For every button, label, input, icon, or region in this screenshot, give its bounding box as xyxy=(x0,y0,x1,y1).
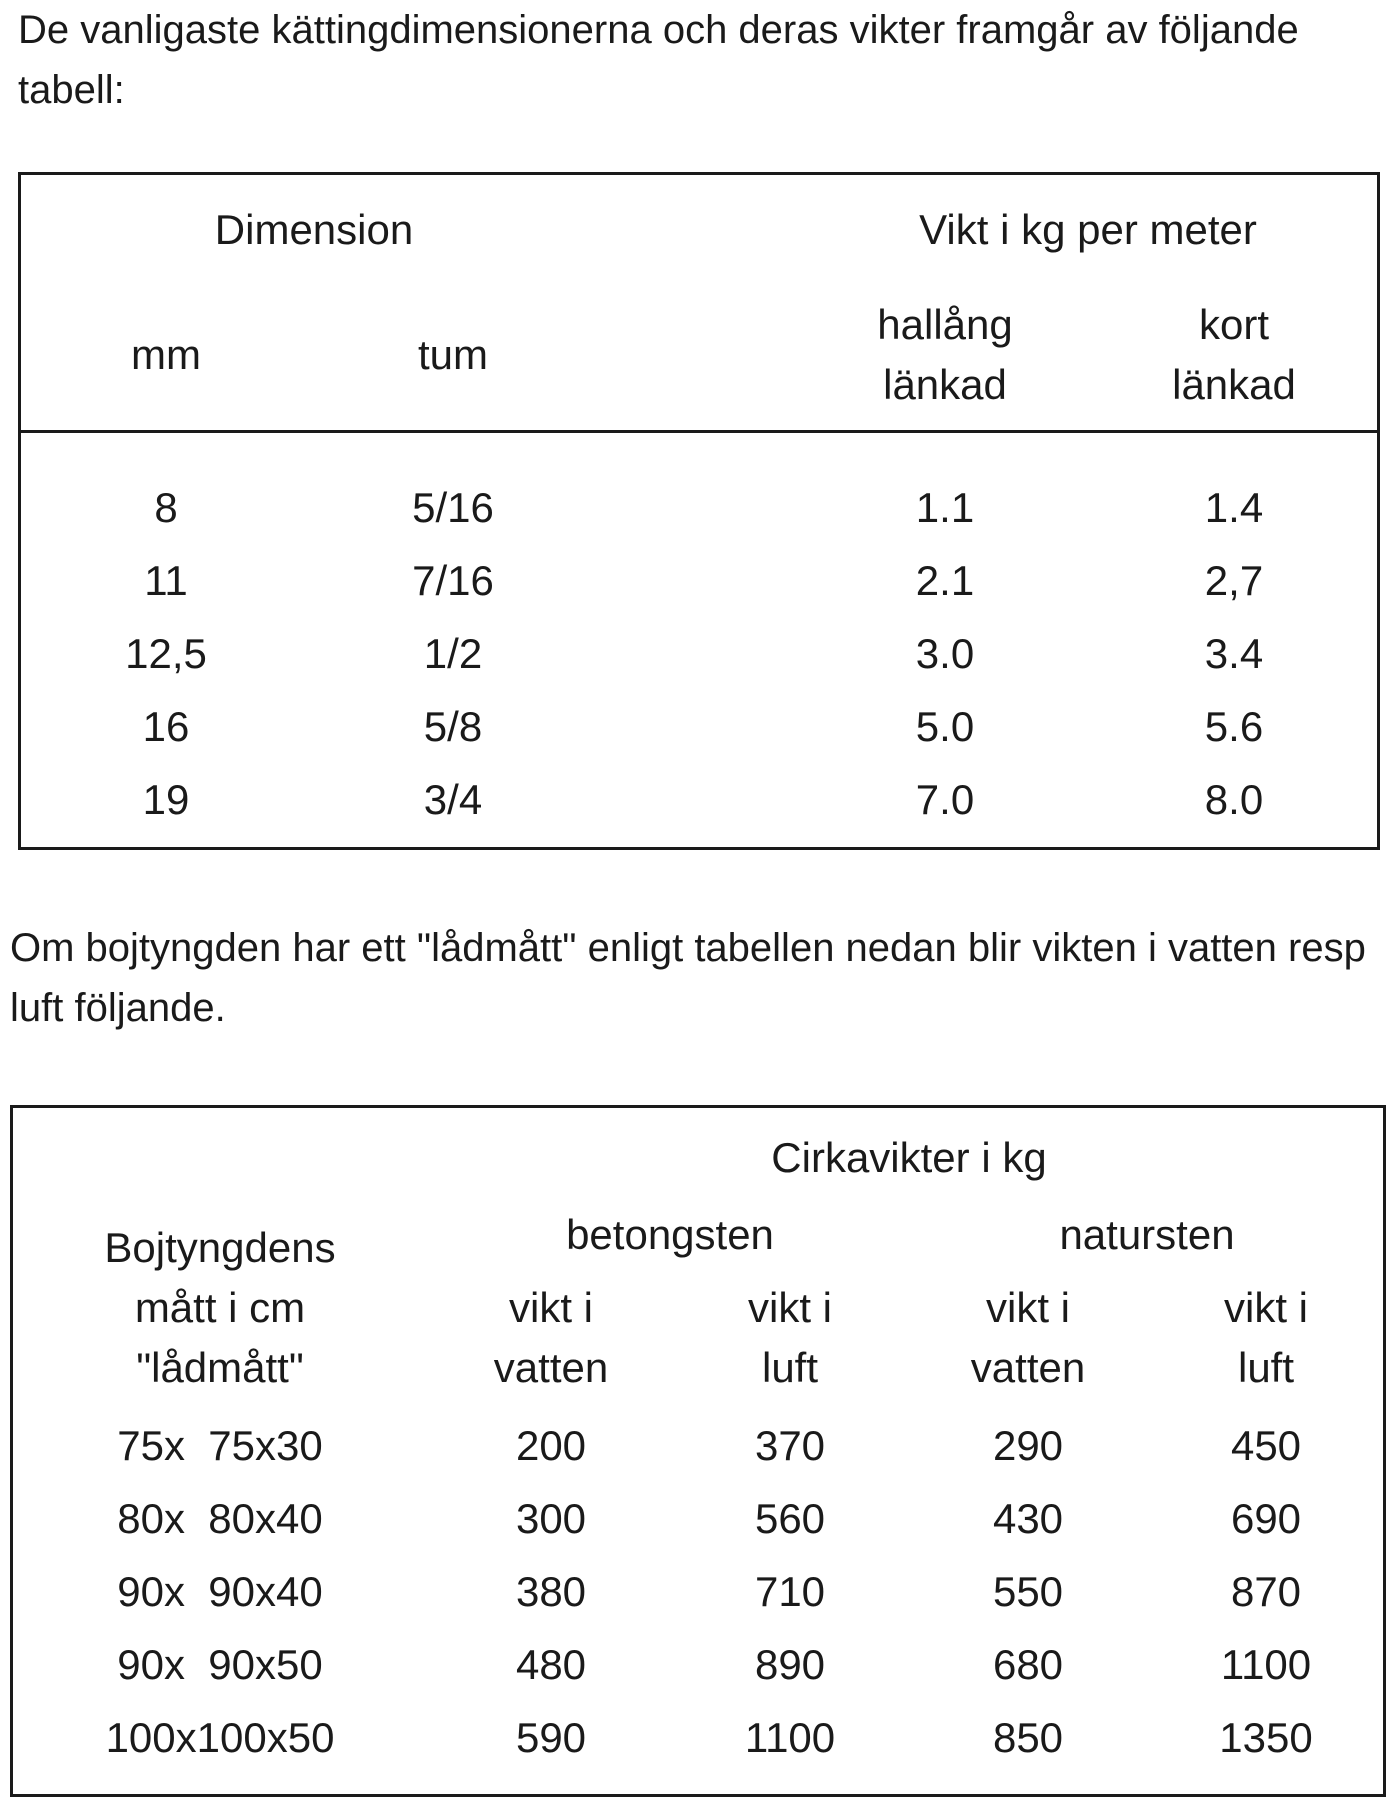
mm-cell: 8 xyxy=(154,484,178,531)
tum-cell: 7/16 xyxy=(412,557,494,604)
short-link-weight-cell: 8.0 xyxy=(1204,776,1264,823)
concrete-water-header: vikt i vatten xyxy=(493,1284,609,1391)
natural-water-weight-cell: 680 xyxy=(992,1641,1064,1688)
short-link-weight-cell: 3.4 xyxy=(1204,630,1264,677)
concrete-water-weight-cell: 590 xyxy=(515,1714,587,1761)
concrete-air-header: vikt i luft xyxy=(748,1284,832,1391)
natural-water-weight-cell: 550 xyxy=(992,1568,1064,1615)
buoy-dimension-cell: 80x 80x40 xyxy=(117,1495,323,1542)
natural-stone-header: natursten xyxy=(1059,1211,1235,1258)
long-link-column-header: hallång länkad xyxy=(877,301,1013,408)
concrete-water-weight-cell: 300 xyxy=(515,1495,587,1542)
mm-cell: 12,5 xyxy=(125,630,207,677)
concrete-stone-header: betongsten xyxy=(566,1211,774,1258)
weight-group-header: Vikt i kg per meter xyxy=(919,206,1257,253)
natural-water-weight-cell: 430 xyxy=(992,1495,1064,1542)
buoy-intro-paragraph: Om bojtyngden har ett "lådmått" enligt tabellen nedan blir vikten i vatten resp luft följande. xyxy=(10,926,1366,1030)
concrete-water-weight-cell: 480 xyxy=(515,1641,587,1688)
buoy-weight-table xyxy=(10,1105,1386,1797)
tum-column-header: tum xyxy=(417,331,489,378)
tum-cell: 3/4 xyxy=(423,776,483,823)
header-divider xyxy=(21,430,1377,433)
buoy-dimension-header: Bojtyngdens mått i cm "lådmått" xyxy=(104,1224,336,1391)
dimension-group-header: Dimension xyxy=(214,206,414,253)
buoy-dimension-cell: 75x 75x30 xyxy=(117,1422,323,1469)
long-link-weight-cell: 2.1 xyxy=(915,557,975,604)
concrete-air-weight-cell: 560 xyxy=(754,1495,826,1542)
short-link-weight-cell: 1.4 xyxy=(1204,484,1264,531)
natural-air-header: vikt i luft xyxy=(1224,1284,1308,1391)
natural-water-weight-cell: 290 xyxy=(992,1422,1064,1469)
natural-air-weight-cell: 1100 xyxy=(1220,1641,1312,1688)
mm-cell: 16 xyxy=(142,703,190,750)
tum-cell: 1/2 xyxy=(423,630,483,677)
mm-cell: 19 xyxy=(142,776,190,823)
concrete-water-weight-cell: 380 xyxy=(515,1568,587,1615)
long-link-weight-cell: 7.0 xyxy=(915,776,975,823)
concrete-air-weight-cell: 890 xyxy=(754,1641,826,1688)
long-link-weight-cell: 3.0 xyxy=(915,630,975,677)
chain-weight-table xyxy=(18,172,1380,850)
short-link-weight-cell: 2,7 xyxy=(1204,557,1264,604)
natural-air-weight-cell: 690 xyxy=(1230,1495,1302,1542)
tum-cell: 5/8 xyxy=(423,703,483,750)
mm-column-header: mm xyxy=(131,331,201,378)
natural-air-weight-cell: 450 xyxy=(1230,1422,1302,1469)
concrete-air-weight-cell: 1100 xyxy=(744,1714,836,1761)
buoy-dimension-cell: 100x100x50 xyxy=(105,1714,335,1761)
concrete-water-weight-cell: 200 xyxy=(515,1422,587,1469)
natural-water-header: vikt i vatten xyxy=(970,1284,1086,1391)
buoy-dimension-cell: 90x 90x40 xyxy=(117,1568,323,1615)
mm-cell: 11 xyxy=(144,557,188,604)
concrete-air-weight-cell: 370 xyxy=(754,1422,826,1469)
long-link-weight-cell: 5.0 xyxy=(915,703,975,750)
natural-air-weight-cell: 870 xyxy=(1230,1568,1302,1615)
natural-air-weight-cell: 1350 xyxy=(1219,1714,1313,1761)
natural-water-weight-cell: 850 xyxy=(992,1714,1064,1761)
short-link-weight-cell: 5.6 xyxy=(1204,703,1264,750)
intro-paragraph: De vanligaste kättingdimensionerna och deras vikter framgår av följande tabell: xyxy=(18,8,1299,112)
long-link-weight-cell: 1.1 xyxy=(915,484,975,531)
approx-weights-group-header: Cirkavikter i kg xyxy=(771,1134,1047,1181)
buoy-dimension-cell: 90x 90x50 xyxy=(117,1641,323,1688)
tum-cell: 5/16 xyxy=(412,484,494,531)
concrete-air-weight-cell: 710 xyxy=(754,1568,826,1615)
short-link-column-header: kort länkad xyxy=(1172,301,1296,408)
